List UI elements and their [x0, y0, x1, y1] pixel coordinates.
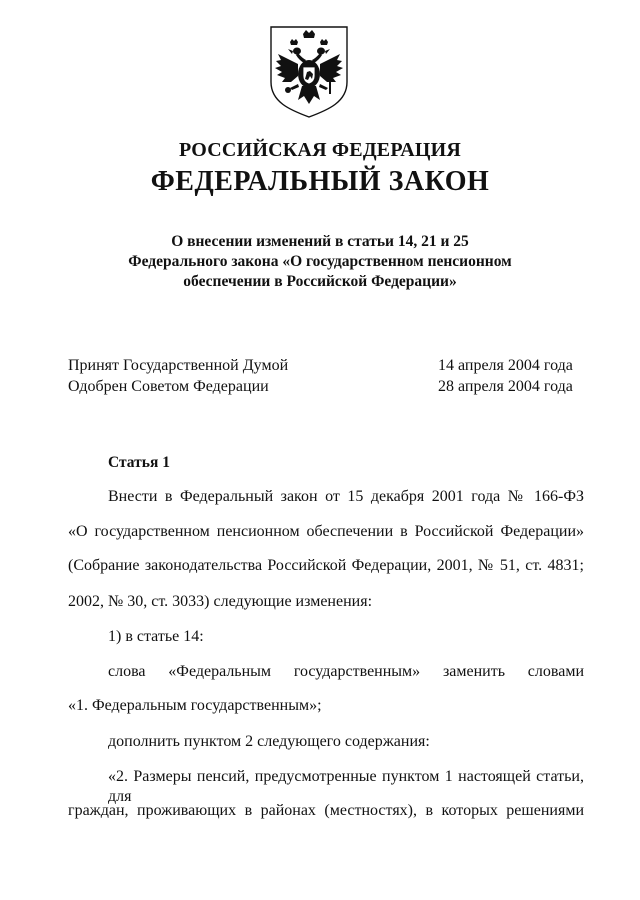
article-text-line: Внести в Федеральный закон от 15 декабря 2001 года № 166-ФЗ — [108, 488, 584, 505]
article-text-line: слова «Федеральным государственным» заменить словами — [108, 663, 584, 680]
article-text-line: (Собрание законодательства Российской Федерации, 2001, № 51, ст. 4831; — [68, 557, 584, 574]
article-text-line: «1. Федеральным государственным»; — [68, 697, 322, 714]
law-title-line: обеспечении в Российской Федерации» — [183, 273, 457, 290]
article-text-line: «2. Размеры пенсий, предусмотренные пунктом 1 настоящей статьи, для — [108, 768, 584, 805]
council-approval-date: 28 апреля 2004 года — [438, 378, 573, 395]
duma-adoption-date: 14 апреля 2004 года — [438, 357, 573, 374]
law-title-line: Федерального закона «О государственном пенсионном — [128, 253, 512, 270]
country-heading: РОССИЙСКАЯ ФЕДЕРАЦИЯ — [178, 139, 461, 161]
document-type-heading: ФЕДЕРАЛЬНЫЙ ЗАКОН — [150, 166, 490, 197]
article-title: Статья 1 — [108, 454, 170, 471]
article-text-line: 2002, № 30, ст. 3033) следующие изменения: — [68, 593, 373, 610]
article-text-line: граждан, проживающих в районах (местностях), в которых решениями — [68, 802, 584, 819]
article-text-line: дополнить пунктом 2 следующего содержания: — [108, 733, 430, 750]
law-title — [0, 232, 640, 292]
article-text-line: 1) в статье 14: — [108, 628, 204, 645]
council-approval-label: Одобрен Советом Федерации — [68, 378, 269, 395]
law-title-line: О внесении изменений в статьи 14, 21 и 25 — [171, 233, 469, 250]
article-text-line: «О государственном пенсионном обеспечении в Российской Федерации» — [68, 523, 584, 540]
coat-of-arms-icon — [268, 24, 350, 120]
duma-adoption-label: Принят Государственной Думой — [68, 357, 289, 374]
